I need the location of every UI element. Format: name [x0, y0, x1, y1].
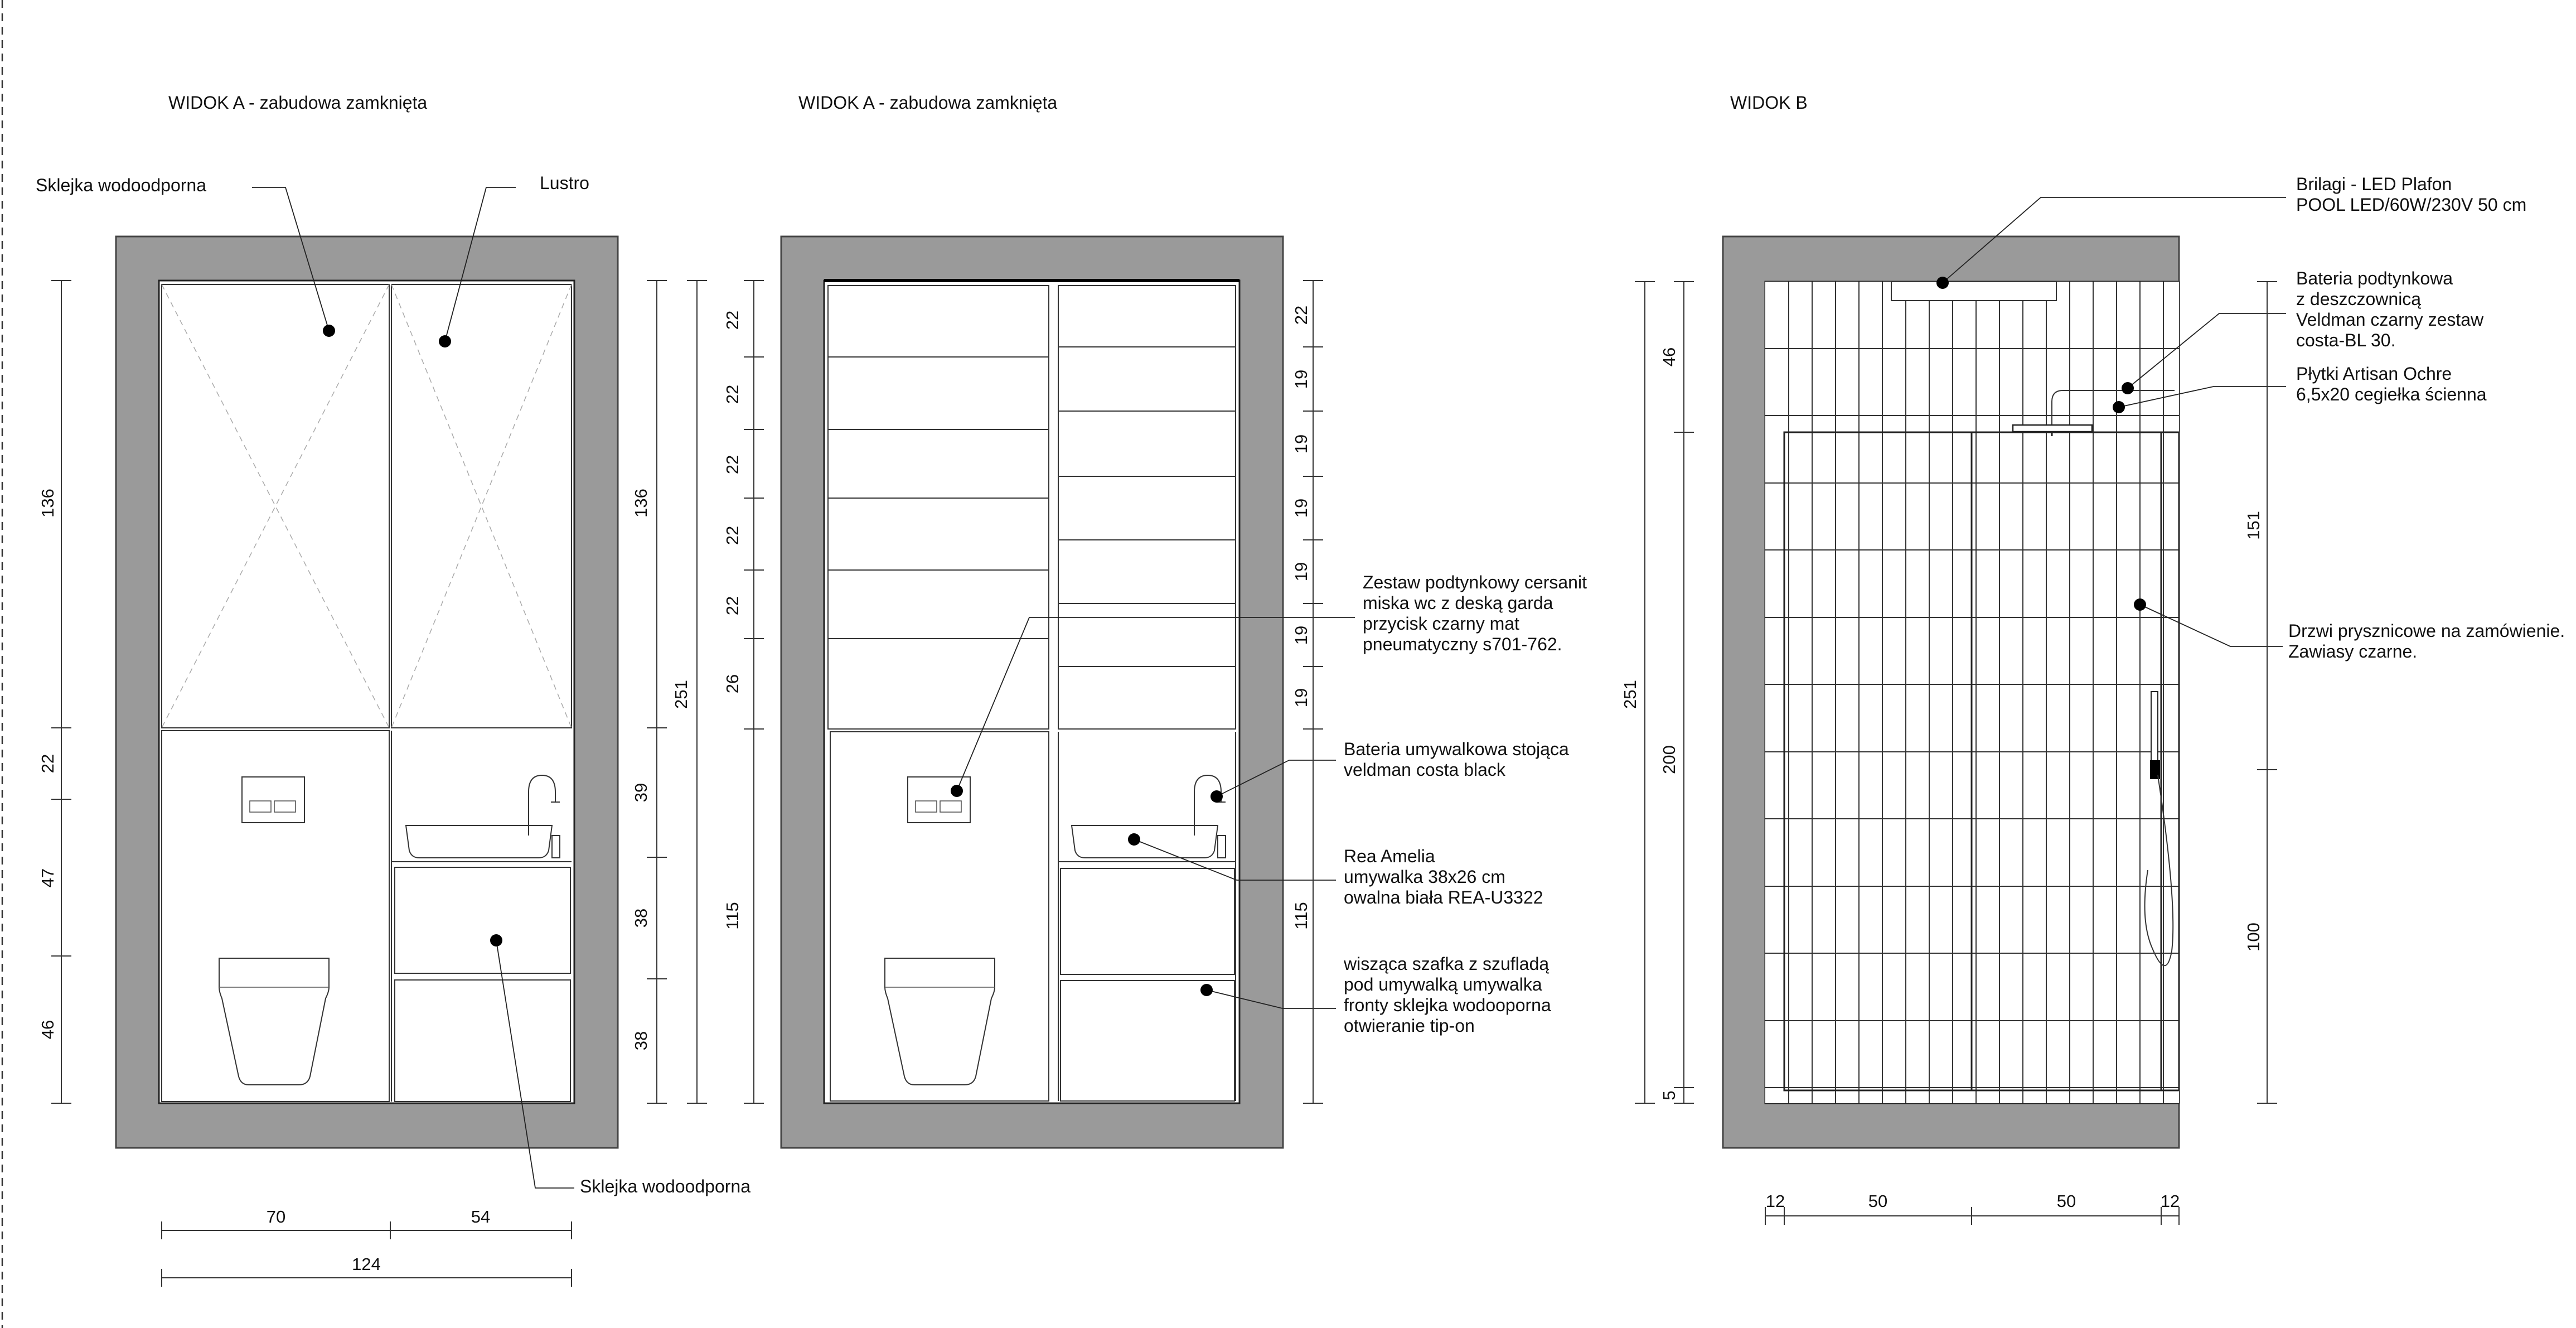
dim-mid-left-22e: 22: [723, 596, 742, 616]
view-right: [1620, 93, 2570, 1225]
dim-right-left-5: 5: [1659, 1090, 1679, 1100]
view-right-title: WIDOK B: [1730, 93, 1808, 113]
label-mirror: Lustro: [540, 173, 589, 193]
note-cabinet: wisząca szafka z szufladą pod umywalką umywalka fronty sklejka wodooporna otwieranie tip-on: [1344, 954, 1551, 1036]
rain-shower-head: [2013, 425, 2092, 432]
dim-mid-136: 136: [631, 489, 651, 518]
dim-left-47: 47: [38, 868, 57, 888]
dim-mid-left-22c: 22: [723, 455, 742, 475]
dim-mid-right-19b: 19: [1291, 434, 1311, 454]
dim-mid-right-22: 22: [1291, 305, 1311, 325]
view-middle: [723, 93, 1592, 1148]
dim-right-left-46: 46: [1659, 347, 1679, 367]
shower-rail: [2151, 692, 2158, 770]
dim-mid-left-26: 26: [723, 674, 742, 694]
dim-right-151: 151: [2244, 511, 2263, 540]
dim-left-46: 46: [38, 1020, 57, 1040]
dim-right-bottom-50a: 50: [1868, 1191, 1888, 1211]
dim-mid-right-19d: 19: [1291, 562, 1311, 582]
dim-mid-right-19e: 19: [1291, 625, 1311, 645]
view-middle-title: WIDOK A - zabudowa zamknięta: [798, 93, 1058, 113]
view-middle-opening: [824, 281, 1239, 1103]
dim-mid-left-22a: 22: [723, 310, 742, 330]
dim-mid-left-22b: 22: [723, 384, 742, 404]
led-plafon: [1891, 282, 2056, 301]
dim-mid-right-19c: 19: [1291, 498, 1311, 518]
note-basin: Rea Amelia umywalka 38x26 cm owalna biała REA-U3322: [1344, 846, 1543, 907]
dim-left-22: 22: [38, 754, 57, 774]
dim-right-total-251: 251: [1620, 680, 1640, 709]
dim-bottom-124: 124: [352, 1254, 381, 1274]
dim-mid-left-115: 115: [723, 902, 742, 930]
dim-right-left-200: 200: [1659, 745, 1679, 774]
dim-bottom-70: 70: [266, 1207, 286, 1226]
note-shower: Bateria podtynkowa z deszczownicą Veldman czarny zestaw costa-BL 30.: [2296, 268, 2484, 350]
dim-bottom-54: 54: [471, 1207, 491, 1226]
note-doors: Drzwi prysznicowe na zamówienie. Zawiasy czarne.: [2288, 621, 2565, 661]
note-lamp: Brilagi - LED Plafon POOL LED/60W/230V 50 cm: [2296, 174, 2527, 215]
dim-left-136: 136: [38, 489, 57, 518]
dim-mid-right-115: 115: [1291, 902, 1311, 930]
dim-right-bottom-50b: 50: [2056, 1191, 2076, 1211]
dim-right-bottom-12b: 12: [2160, 1191, 2180, 1211]
view-left-title: WIDOK A - zabudowa zamknięta: [168, 93, 428, 113]
dim-mid-left-22d: 22: [723, 525, 742, 545]
dim-mid-38b: 38: [631, 1031, 651, 1051]
note-tiles: Płytki Artisan Ochre 6,5x20 cegiełka ścienna: [2296, 364, 2487, 404]
dim-total-251: 251: [671, 680, 691, 709]
note-tap: Bateria umywalkowa stojąca veldman costa black: [1344, 739, 1569, 780]
dim-mid-right-19f: 19: [1291, 688, 1311, 708]
note-wc: Zestaw podtynkowy cersanit miska wc z deską garda przycisk czarny mat pneumatyczny s701-762.: [1363, 572, 1587, 654]
dim-mid-38a: 38: [631, 908, 651, 928]
dim-right-bottom-12a: 12: [1765, 1191, 1785, 1211]
label-plywood-top: Sklejka wodoodporna: [36, 175, 206, 195]
dim-mid-39: 39: [631, 783, 651, 803]
label-plywood-bottom: Sklejka wodoodporna: [580, 1176, 750, 1196]
dim-mid-right-19a: 19: [1291, 369, 1311, 389]
dim-right-100: 100: [2244, 923, 2263, 952]
view-left: [36, 93, 750, 1287]
